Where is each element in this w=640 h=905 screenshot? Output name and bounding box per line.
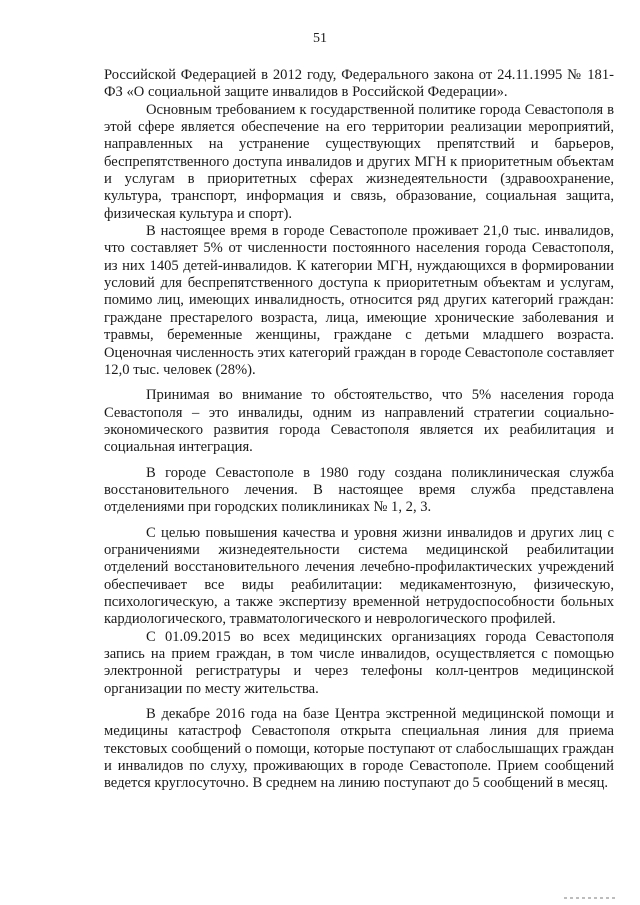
document-body: [104, 67, 614, 793]
paragraph-medical-rehabilitation: С целью повышения качества и уровня жизни инвалидов и других лиц с ограничениями жизнедеятельности система медицинской реабилитации отделений восстановительного лечения лечебно-профилактических учреждений обеспечивает все виды реабилитации: медикаментозную, физическую, психологическую, а также экспертизу временной нетрудоспособности больных кардиологического, травматологического и неврологического профилей.: [104, 524, 614, 628]
paragraph-disabled-population: В настоящее время в городе Севастополе проживает 21,0 тыс. инвалидов, что составляет 5% от численности постоянного населения города Севастополя, из них 1405 детей-инвалидов. К категории МГН, нуждающихся в формировании условий для беспрепятственного доступа к приоритетным объектам и услугам, помимо лиц, имеющих инвалидность, относится ряд других категорий граждан: граждане престарелого возраста, лица, имеющие хронические заболевания и травмы, беременные женщины, граждане с детьми младшего возраста. Оценочная численность этих категорий граждан в городе Севастополе составляет 12,0 тыс. человек (28%).: [104, 223, 614, 378]
paragraph-law-reference: Российской Федерацией в 2012 году, Федерального закона от 24.11.1995 № 181-ФЗ «О социальной защите инвалидов в Российской Федерации».: [104, 67, 614, 101]
paragraph-rehab-service-history: В городе Севастополе в 1980 году создана поликлиническая служба восстановительного лечения. В настоящее время служба представлена отделениями при городских поликлиниках № 1, 2, 3.: [104, 464, 614, 516]
paragraph-electronic-registry: С 01.09.2015 во всех медицинских организациях города Севастополя запись на прием граждан, в том числе инвалидов, осуществляется с помощью электронной регистратуры и через телефоны колл-центров медицинской организации по месту жительства.: [104, 628, 614, 697]
page-number: 51: [313, 31, 327, 46]
scan-artifact: [564, 897, 616, 899]
paragraph-text-message-line: В декабре 2016 года на базе Центра экстренной медицинской помощи и медицины катастроф Севастополя открыта специальная линия для приема текстовых сообщений о помощи, которые поступают от слабослышащих граждан и инвалидов по слуху, проживающих в городе Севастополе. Прием сообщений ведется круглосуточно. В среднем на линию поступают до 5 сообщений в месяц.: [104, 706, 614, 792]
paragraph-strategy-rehabilitation: Принимая во внимание то обстоятельство, что 5% населения города Севастополя – это инвалиды, одним из направлений стратегии социально-экономического развития города Севастополя является их реабилитация и социальная интеграция.: [104, 387, 614, 456]
paragraph-policy-requirement: Основным требованием к государственной политике города Севастополя в этой сфере является обеспечение на его территории реализации мероприятий, направленных на устранение существующих препятствий и барьеров, беспрепятственного доступа инвалидов и других МГН к приоритетным объектам и услугам в приоритетных сферах жизнедеятельности (здравоохранение, культура, транспорт, информация и связь, образование, социальная защита, физическая культура и спорт).: [104, 101, 614, 222]
